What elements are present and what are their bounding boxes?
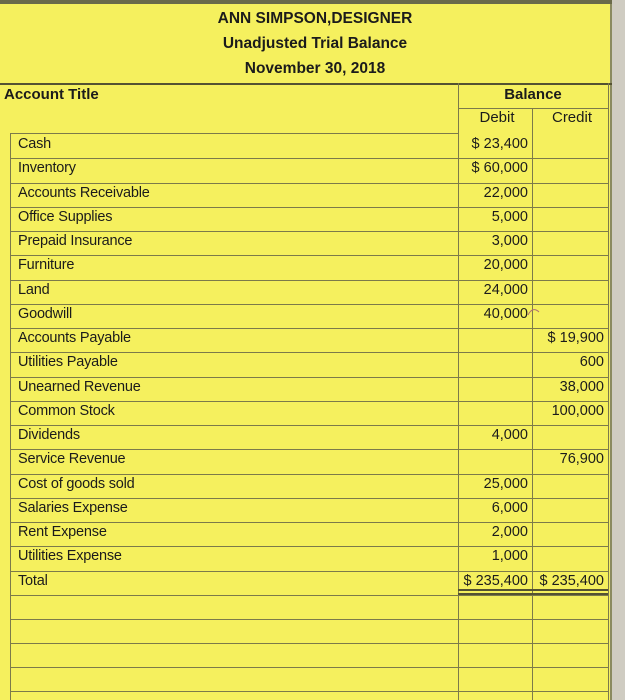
row-rule [10, 158, 608, 159]
account-title-header: Account Title [4, 86, 99, 103]
row-rule [10, 231, 608, 232]
blank-row-rule [10, 643, 608, 644]
top-border [0, 0, 612, 4]
account-name: Salaries Expense [18, 499, 128, 516]
debit-value: 1,000 [491, 548, 528, 565]
row-rule [10, 255, 608, 256]
blank-row-rule [10, 691, 608, 692]
credit-value: 100,000 [551, 402, 604, 419]
account-name: Common Stock [18, 402, 115, 419]
debit-value: 25,000 [483, 475, 528, 492]
account-name: Cost of goods sold [18, 475, 135, 492]
account-name: Cash [18, 136, 52, 152]
account-name: Goodwill [18, 305, 73, 322]
row-rule [10, 280, 608, 281]
credit-value: 38,000 [559, 378, 604, 395]
debit-value: 3,000 [491, 233, 528, 249]
first-row-rule [10, 133, 458, 134]
account-name: Accounts Receivable [18, 184, 150, 201]
account-name: Furniture [18, 257, 75, 274]
account-name: Prepaid Insurance [18, 233, 133, 249]
credit-value: $ 19,900 [547, 330, 604, 346]
debit-value: $ 60,000 [471, 160, 528, 177]
row-rule [10, 377, 608, 378]
total-double-rule-2 [458, 593, 608, 595]
credit-value: 76,900 [559, 451, 604, 468]
credit-right-line [608, 83, 609, 700]
blank-row-rule [10, 619, 608, 620]
row-rule [10, 546, 608, 547]
debit-value: 40,000 [483, 305, 528, 322]
account-name: Service Revenue [18, 451, 126, 468]
header-rule [0, 83, 612, 85]
credit-value: $ 235,400 [539, 572, 604, 589]
account-name: Unearned Revenue [18, 378, 141, 395]
row-rule [10, 449, 608, 450]
debit-credit-divider [532, 108, 533, 700]
account-name: Total [18, 572, 48, 589]
account-name: Dividends [18, 427, 80, 443]
blank-row-rule [10, 667, 608, 668]
row-rule [10, 304, 608, 305]
balance-subheader-rule [458, 108, 608, 109]
pen-mark-icon [527, 307, 541, 317]
row-rule [10, 207, 608, 208]
row-rule [10, 571, 608, 572]
account-name: Inventory [18, 160, 76, 177]
row-rule [10, 401, 608, 402]
row-rule [10, 425, 608, 426]
debit-left-line [458, 83, 459, 700]
row-rule [10, 352, 608, 353]
debit-value: $ 235,400 [463, 572, 528, 589]
debit-value: $ 23,400 [471, 136, 528, 152]
company-name: ANN SIMPSON,DESIGNER [217, 10, 413, 27]
row-rule [10, 474, 608, 475]
account-name: Accounts Payable [18, 330, 131, 346]
account-name: Office Supplies [18, 208, 113, 225]
account-name: Utilities Payable [18, 354, 118, 371]
total-double-rule-1 [458, 589, 608, 591]
debit-value: 20,000 [483, 257, 528, 274]
account-name: Rent Expense [18, 524, 107, 540]
report-title: Unadjusted Trial Balance [222, 35, 408, 52]
debit-value: 5,000 [491, 208, 528, 225]
row-rule [10, 328, 608, 329]
row-rule [10, 522, 608, 523]
debit-value: 24,000 [483, 281, 528, 298]
account-name: Utilities Expense [18, 548, 122, 565]
credit-header: Credit [551, 109, 592, 126]
debit-value: 2,000 [491, 524, 528, 540]
row-rule [10, 183, 608, 184]
debit-value: 22,000 [483, 184, 528, 201]
debit-value: 4,000 [491, 427, 528, 443]
credit-value: 600 [579, 354, 604, 371]
account-name: Land [18, 281, 50, 298]
report-date: November 30, 2018 [244, 60, 386, 77]
debit-value: 6,000 [491, 499, 528, 516]
debit-header: Debit [479, 109, 515, 126]
balance-header: Balance [504, 86, 562, 103]
left-margin-line [10, 133, 11, 700]
row-rule [10, 498, 608, 499]
